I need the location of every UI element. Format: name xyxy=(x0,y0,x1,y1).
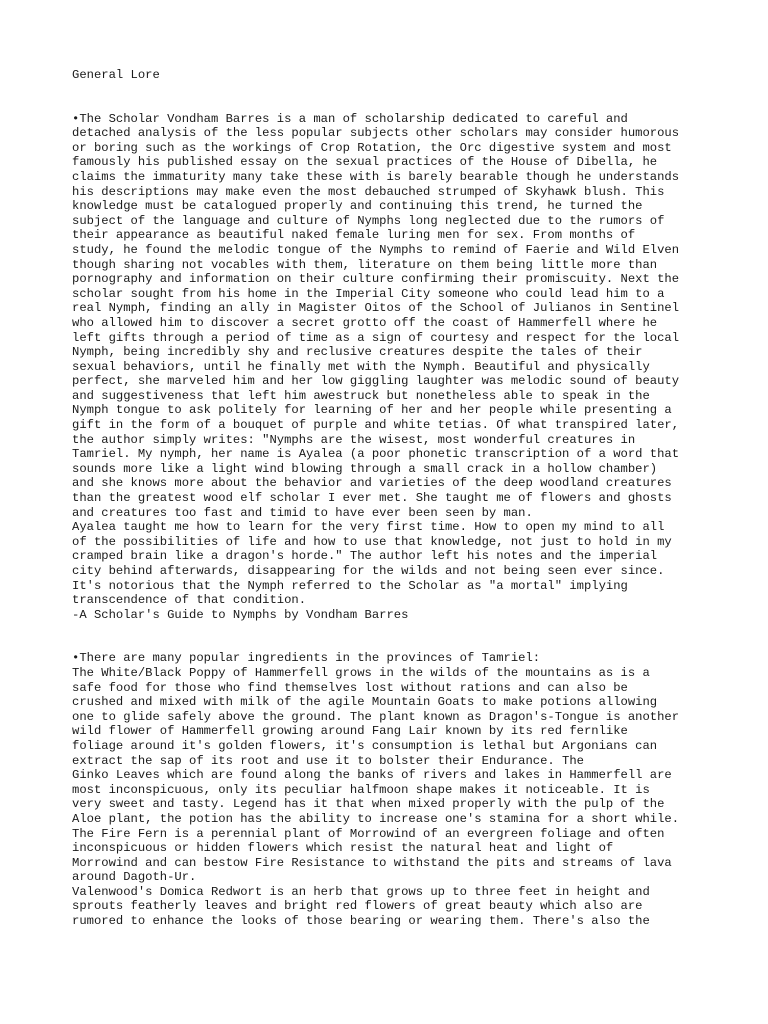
text-line: crushed and mixed with milk of the agile Mountain Goats to make potions allowing xyxy=(72,695,658,710)
text-line: claims the immaturity many take these with is barely bearable though he understands xyxy=(72,169,680,184)
text-line: one to glide safely above the ground. The plant known as Dragon's-Tongue is another xyxy=(72,709,680,724)
text-line: and suggestiveness that left him awestruck but nonetheless able to speak in the xyxy=(72,388,650,403)
document-page xyxy=(72,68,732,958)
text-line: inconspicuous or hidden flowers which resist the natural heat and light of xyxy=(72,841,614,856)
text-line: and creatures too fast and timid to have ever been seen by man. xyxy=(72,505,533,520)
text-line: perfect, she marveled him and her low giggling laughter was melodic sound of beauty xyxy=(72,374,680,389)
text-line: though sharing not vocables with them, literature on them being little more than xyxy=(72,257,658,272)
text-line: sexual behaviors, until he finally met with the Nymph. Beautiful and physically xyxy=(72,359,650,374)
text-line: •There are many popular ingredients in the provinces of Tamriel: xyxy=(72,651,541,666)
text-line: detached analysis of the less popular subjects other scholars may consider humorous xyxy=(72,126,680,141)
text-line: Morrowind and can bestow Fire Resistance to withstand the pits and streams of lava xyxy=(72,855,672,870)
text-line: who allowed him to discover a secret grotto off the coast of Hammerfell where he xyxy=(72,315,658,330)
text-line: •The Scholar Vondham Barres is a man of scholarship dedicated to careful and xyxy=(72,111,628,126)
text-line: left gifts through a period of time as a sign of courtesy and respect for the local xyxy=(72,330,680,345)
text-line: study, he found the melodic tongue of the Nymphs to remind of Faerie and Wild Elven xyxy=(72,242,680,257)
text-line: around Dagoth-Ur. xyxy=(72,870,197,885)
text-line: The Fire Fern is a perennial plant of Morrowind of an evergreen foliage and often xyxy=(72,826,665,841)
text-line: extract the sap of its root and use it to bolster their Endurance. The xyxy=(72,753,584,768)
text-line: cramped brain like a dragon's horde." The author left his notes and the imperial xyxy=(72,549,658,564)
text-line: scholar sought from his home in the Imperial City someone who could lead him to a xyxy=(72,286,665,301)
text-line: foliage around it's golden flowers, it's consumption is lethal but Argonians can xyxy=(72,738,658,753)
text-line: Nymph, being incredibly shy and reclusive creatures despite the tales of their xyxy=(72,345,643,360)
text-line: Nymph tongue to ask politely for learning of her and her people while presenting a xyxy=(72,403,672,418)
text-line: the author simply writes: "Nymphs are the wisest, most wonderful creatures in xyxy=(72,432,636,447)
text-line: their appearance as beautiful naked female luring men for sex. From months of xyxy=(72,228,636,243)
text-line: most inconspicuous, only its peculiar halfmoon shape makes it noticeable. It is xyxy=(72,782,650,797)
lore-section-ingredients xyxy=(72,651,732,928)
text-line: pornography and information on their culture confirming their promiscuity. Next the xyxy=(72,272,680,287)
text-line: real Nymph, finding an ally in Magister Oitos of the School of Julianos in Sentinel xyxy=(72,301,680,316)
text-line: famously his published essay on the sexual practices of the House of Dibella, he xyxy=(72,155,658,170)
text-line: The White/Black Poppy of Hammerfell grows in the wilds of the mountains as is a xyxy=(72,665,650,680)
text-line: It's notorious that the Nymph referred to the Scholar as "a mortal" implying xyxy=(72,578,628,593)
text-line: -A Scholar's Guide to Nymphs by Vondham Barres xyxy=(72,607,409,622)
text-line: Ginko Leaves which are found along the banks of rivers and lakes in Hammerfell are xyxy=(72,768,672,783)
text-line: his descriptions may make even the most debauched strumped of Skyhawk blush. This xyxy=(72,184,665,199)
text-line: subject of the language and culture of Nymphs long neglected due to the rumors of xyxy=(72,213,665,228)
document-heading: General Lore xyxy=(72,68,160,82)
text-line: or boring such as the workings of Crop Rotation, the Orc digestive system and most xyxy=(72,140,672,155)
text-line: wild flower of Hammerfell growing around Fang Lair known by its red fernlike xyxy=(72,724,628,739)
text-line: and she knows more about the behavior and varieties of the deep woodland creatures xyxy=(72,476,672,491)
text-line: gift in the form of a bouquet of purple and white tetias. Of what transpired later, xyxy=(72,418,680,433)
text-line: city behind afterwards, disappearing for the wilds and not being seen ever since. xyxy=(72,564,665,578)
text-line: safe food for those who find themselves lost without rations and can also be xyxy=(72,680,628,695)
text-line: Tamriel. My nymph, her name is Ayalea (a poor phonetic transcription of a word that xyxy=(72,447,680,462)
text-line: very sweet and tasty. Legend has it that when mixed properly with the pulp of the xyxy=(72,797,665,812)
text-line: transcendence of that condition. xyxy=(72,593,307,608)
lore-section-nymphs xyxy=(72,112,732,623)
text-line: Valenwood's Domica Redwort is an herb that grows up to three feet in height and xyxy=(72,884,650,899)
text-line: Aloe plant, the potion has the ability to increase one's stamina for a short while. xyxy=(72,811,680,826)
text-line: sprouts featherly leaves and bright red flowers of great beauty which also are xyxy=(72,899,643,914)
text-line: than the greatest wood elf scholar I ever met. She taught me of flowers and ghosts xyxy=(72,491,672,506)
text-line: Ayalea taught me how to learn for the very first time. How to open my mind to all xyxy=(72,520,665,535)
text-line: of the possibilities of life and how to use that knowledge, not just to hold in my xyxy=(72,534,672,549)
text-line: rumored to enhance the looks of those bearing or wearing them. There's also the xyxy=(72,914,650,929)
text-line: sounds more like a light wind blowing through a small crack in a hollow chamber) xyxy=(72,461,658,476)
text-line: knowledge must be catalogued properly and continuing this trend, he turned the xyxy=(72,199,643,214)
